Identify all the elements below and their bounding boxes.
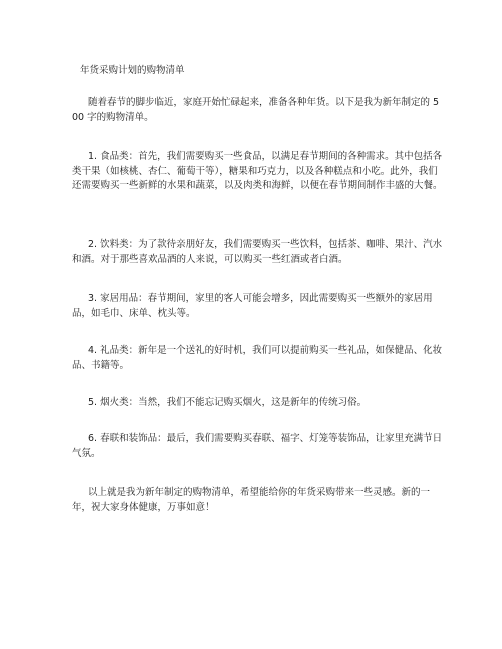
closing-paragraph: 以上就是我为新年制定的购物清单，希望能给你的年货采购带来一些灵感。新的一年，祝大家身体健康，万事如意！ [72, 487, 431, 513]
list-item-decorations: 6. 春联和装饰品：最后，我们需要购买春联、福字、灯笼等装饰品，让家里充满节日气氛。 [72, 433, 443, 459]
intro-paragraph: 随着春节的脚步临近，家庭开始忙碌起来，准备各种年货。以下是我为新年制定的 500 字的购物清单。 [72, 97, 440, 123]
list-item-fireworks: 5. 烟火类：当然，我们不能忘记购买烟火，这是新年的传统习俗。 [88, 397, 367, 408]
list-item-food: 1. 食品类：首先，我们需要购买一些食品，以满足春节期间的各种需求。其中包括各类干果（如核桃、杏仁、葡萄干等），糖果和巧克力，以及各种糕点和小吃。此外，我们还需要购买一些新鲜的水果和蔬菜，以及肉类和海鲜，以便在春节期间制作丰盛的大餐。 [72, 151, 443, 191]
list-item-drinks: 2. 饮料类：为了款待亲朋好友，我们需要购买一些饮料，包括茶、咖啡、果汁、汽水和酒。对于那些喜欢品酒的人来说，可以购买一些红酒或者白酒。 [72, 239, 443, 265]
list-item-gifts: 4. 礼品类：新年是一个送礼的好时机，我们可以提前购买一些礼品，如保健品、化妆品、书籍等。 [72, 345, 443, 371]
document-title: 年货采购计划的购物清单 [80, 65, 185, 76]
list-item-household: 3. 家居用品：春节期间，家里的客人可能会增多，因此需要购买一些额外的家居用品，如毛巾、床单、枕头等。 [72, 293, 433, 319]
